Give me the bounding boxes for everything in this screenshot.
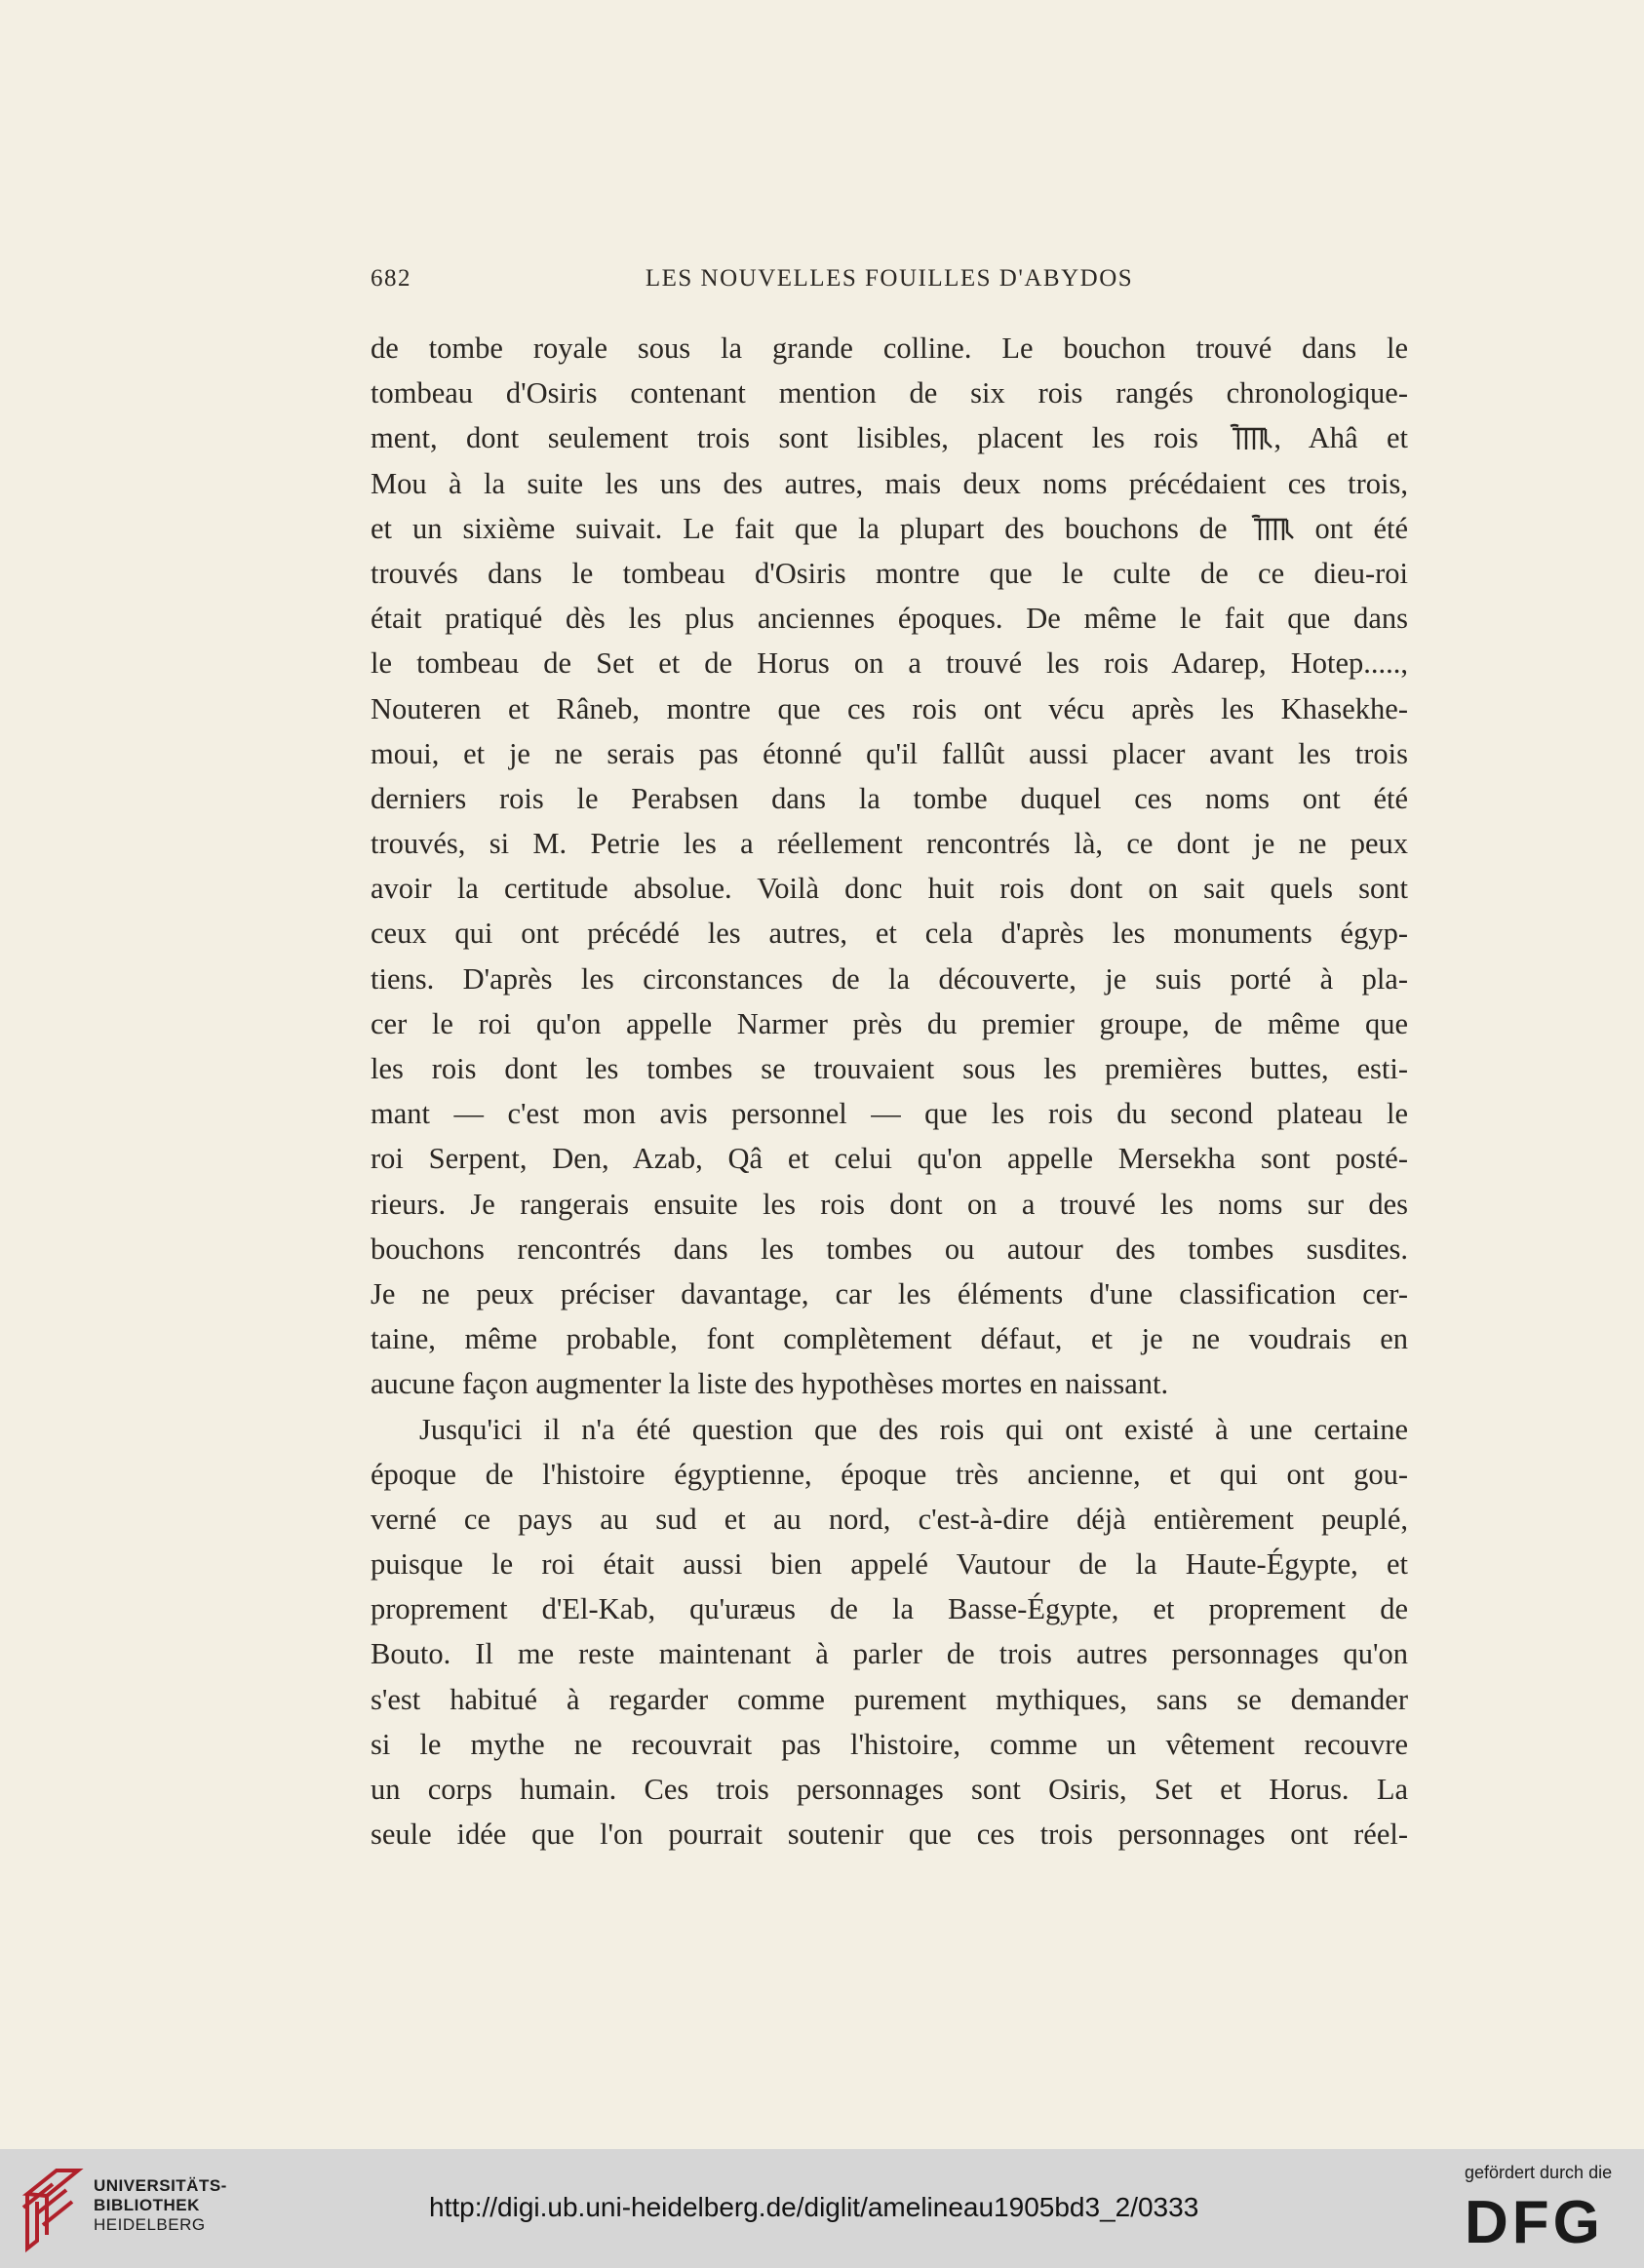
page-number: 682	[371, 265, 411, 292]
svg-text:DFG: DFG	[1465, 2189, 1604, 2250]
text-line: trouvés dans le tombeau d'Osiris montre que le culte de ce dieu-roi	[371, 556, 1408, 590]
text-line: était pratiqué dès les plus anciennes époques. De même le fait que dans	[371, 602, 1408, 636]
page-header	[371, 265, 1408, 304]
text-line: mant — c'est mon avis personnel — que les rois du second plateau le	[371, 1097, 1408, 1131]
text-line: puisque le roi était aussi bien appelé Vautour de la Haute-Égypte, et	[371, 1547, 1408, 1582]
text-line: tiens. D'après les circonstances de la découverte, je suis porté à pla-	[371, 961, 1408, 996]
text-line: s'est habitué à regarder comme purement mythiques, sans se demander	[371, 1682, 1408, 1716]
text-line: trouvés, si M. Petrie les a réellement rencontrés là, ce dont je ne peux	[371, 827, 1408, 861]
text-line: le tombeau de Set et de Horus on a trouvé les rois Adarep, Hotep.....,	[371, 646, 1408, 681]
ub-heidelberg-logo-icon	[18, 2165, 86, 2254]
text-line: si le mythe ne recouvrait pas l'histoire, comme un vêtement recouvre	[371, 1727, 1408, 1761]
text-line: Je ne peux préciser davantage, car les éléments d'une classification cer-	[371, 1276, 1408, 1310]
text-line: tombeau d'Osiris contenant mention de six rois rangés chronologique-	[371, 376, 1408, 411]
hieroglyph-icon	[1248, 513, 1295, 542]
text-line: ceux qui ont précédé les autres, et cela d'après les monuments égyp-	[371, 917, 1408, 951]
text-line: Bouto. Il me reste maintenant à parler de trois autres personnages qu'on	[371, 1637, 1408, 1671]
text-line: un corps humain. Ces trois personnages sont Osiris, Set et Horus. La	[371, 1773, 1408, 1806]
text-line: Nouteren et Râneb, montre que ces rois ont vécu après les Khasekhe-	[371, 691, 1408, 725]
body-text	[371, 326, 1408, 1857]
text-line: cer le roi qu'on appelle Narmer près du premier groupe, de même que	[371, 1006, 1408, 1040]
text-line: Jusqu'ici il n'a été question que des rois qui ont existé à une certaine	[419, 1412, 1408, 1446]
text-line: Mou à la suite les uns des autres, mais deux noms précédaient ces trois,	[371, 466, 1408, 500]
footer-bar	[0, 2149, 1644, 2268]
dfg-logo-icon	[1463, 2188, 1623, 2250]
funded-by-label: gefördert durch die	[1465, 2163, 1613, 2182]
text-line: et un sixième suivait. Le fait que la plupart des bouchons de ont été	[371, 511, 1408, 545]
text-line: rieurs. Je rangerais ensuite les rois dont on a trouvé les noms sur des	[371, 1187, 1408, 1221]
text-line: seule idée que l'on pourrait soutenir que ces trois personnages ont réel-	[371, 1818, 1408, 1852]
library-name: UNIVERSITÄTS- BIBLIOTHEK HEIDELBERG	[94, 2176, 227, 2234]
running-title: LES NOUVELLES FOUILLES D'ABYDOS	[645, 265, 1134, 292]
text-line: de tombe royale sous la grande colline. Le bouchon trouvé dans le	[371, 332, 1408, 365]
text-line: derniers rois le Perabsen dans la tombe duquel ces noms ont été	[371, 781, 1408, 815]
text-line: aucune façon augmenter la liste des hypothèses mortes en naissant.	[371, 1367, 1169, 1401]
text-line: roi Serpent, Den, Azab, Qâ et celui qu'on appelle Mersekha sont posté-	[371, 1142, 1408, 1176]
text-line: avoir la certitude absolue. Voilà donc huit rois dont on sait quels sont	[371, 872, 1408, 906]
text-line: ment, dont seulement trois sont lisibles, placent les rois , Ahâ et	[371, 421, 1408, 455]
text-line: bouchons rencontrés dans les tombes ou autour des tombes susdites.	[371, 1232, 1408, 1266]
text-line: taine, même probable, font complètement défaut, et je ne voudrais en	[371, 1322, 1408, 1356]
permalink-url[interactable]: http://digi.ub.uni-heidelberg.de/diglit/amelineau1905bd3_2/0333	[429, 2192, 1199, 2222]
text-line: époque de l'histoire égyptienne, époque très ancienne, et qui ont gou-	[371, 1457, 1408, 1491]
text-line: moui, et je ne serais pas étonné qu'il fallût aussi placer avant les trois	[371, 736, 1408, 770]
text-line: les rois dont les tombes se trouvaient sous les premières buttes, esti-	[371, 1052, 1408, 1085]
text-line: verné ce pays au sud et au nord, c'est-à-dire déjà entièrement peuplé,	[371, 1502, 1408, 1536]
hieroglyph-icon	[1227, 422, 1273, 451]
text-line: proprement d'El-Kab, qu'uræus de la Basse-Égypte, et proprement de	[371, 1592, 1408, 1626]
